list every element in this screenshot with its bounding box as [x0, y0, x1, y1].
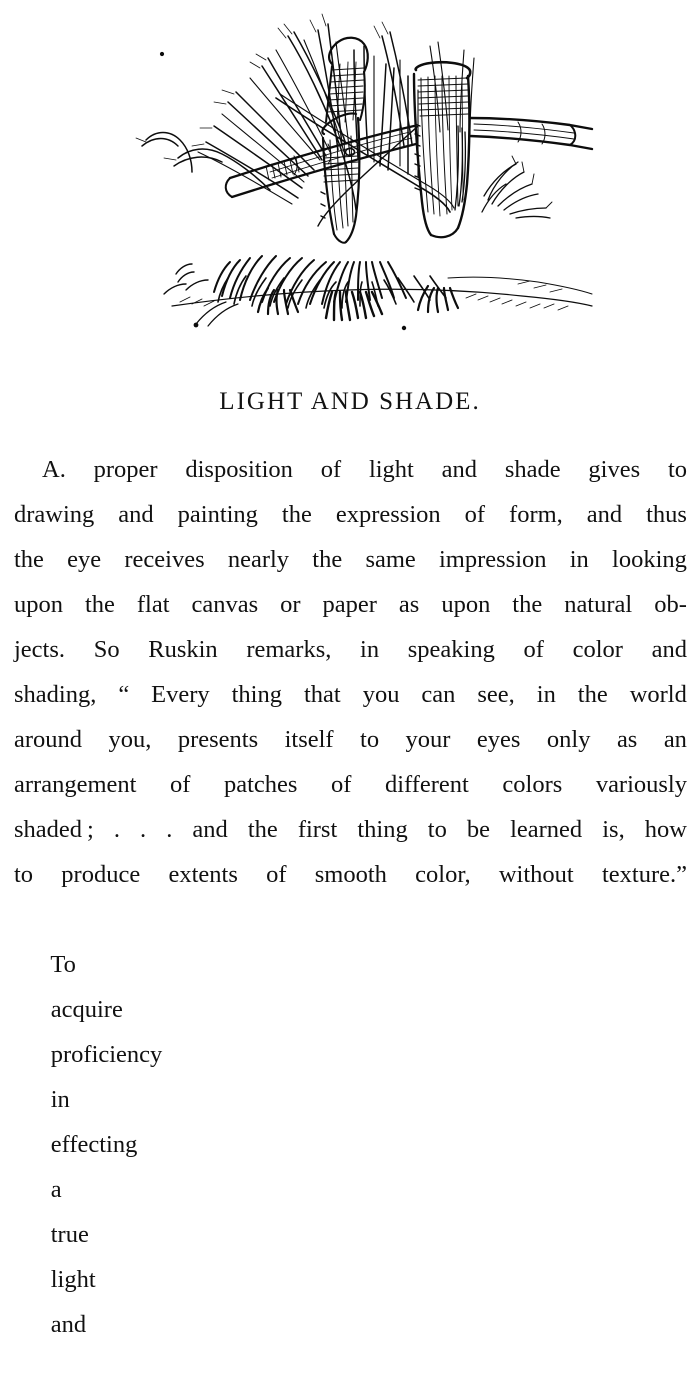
text-line: around you, presents itself to your eyes only as an — [14, 726, 687, 753]
text-line: the eye receives nearly the same impression in looking — [14, 546, 687, 573]
ellipsis-dot: . — [140, 816, 147, 843]
text-line: arrangement of patches of different colors variously — [14, 771, 687, 798]
close-quote: texture.” — [601, 861, 687, 888]
page-title: LIGHT AND SHADE. — [219, 388, 481, 415]
text-line: drawing and painting the expression of form, and thus — [14, 501, 687, 528]
ellipsis-dot: . — [113, 816, 120, 843]
text-line: shading, “ Every thing that you can see, in the world — [14, 672, 687, 717]
text-line-clipped: To acquire proficiency in effecting a true light and — [50, 951, 163, 1338]
text-line: to produce extents of smooth color, without texture.” — [14, 852, 687, 897]
text-line: upon the flat canvas or paper as upon the natural ob- — [14, 591, 687, 618]
text-line: jects. So Ruskin remarks, in speaking of color and — [14, 636, 687, 663]
open-quote: “ — [118, 681, 130, 708]
text-line: A. proper disposition of light and shade gives to — [14, 447, 687, 492]
ellipsis-dot: . — [166, 816, 173, 843]
text-line: shaded ; . . . and the first thing to be learned is, how — [14, 807, 687, 852]
fence-post-and-grass-illustration — [118, 6, 594, 336]
paragraph-indent: A. — [42, 456, 66, 483]
body-paragraph — [14, 447, 687, 1338]
